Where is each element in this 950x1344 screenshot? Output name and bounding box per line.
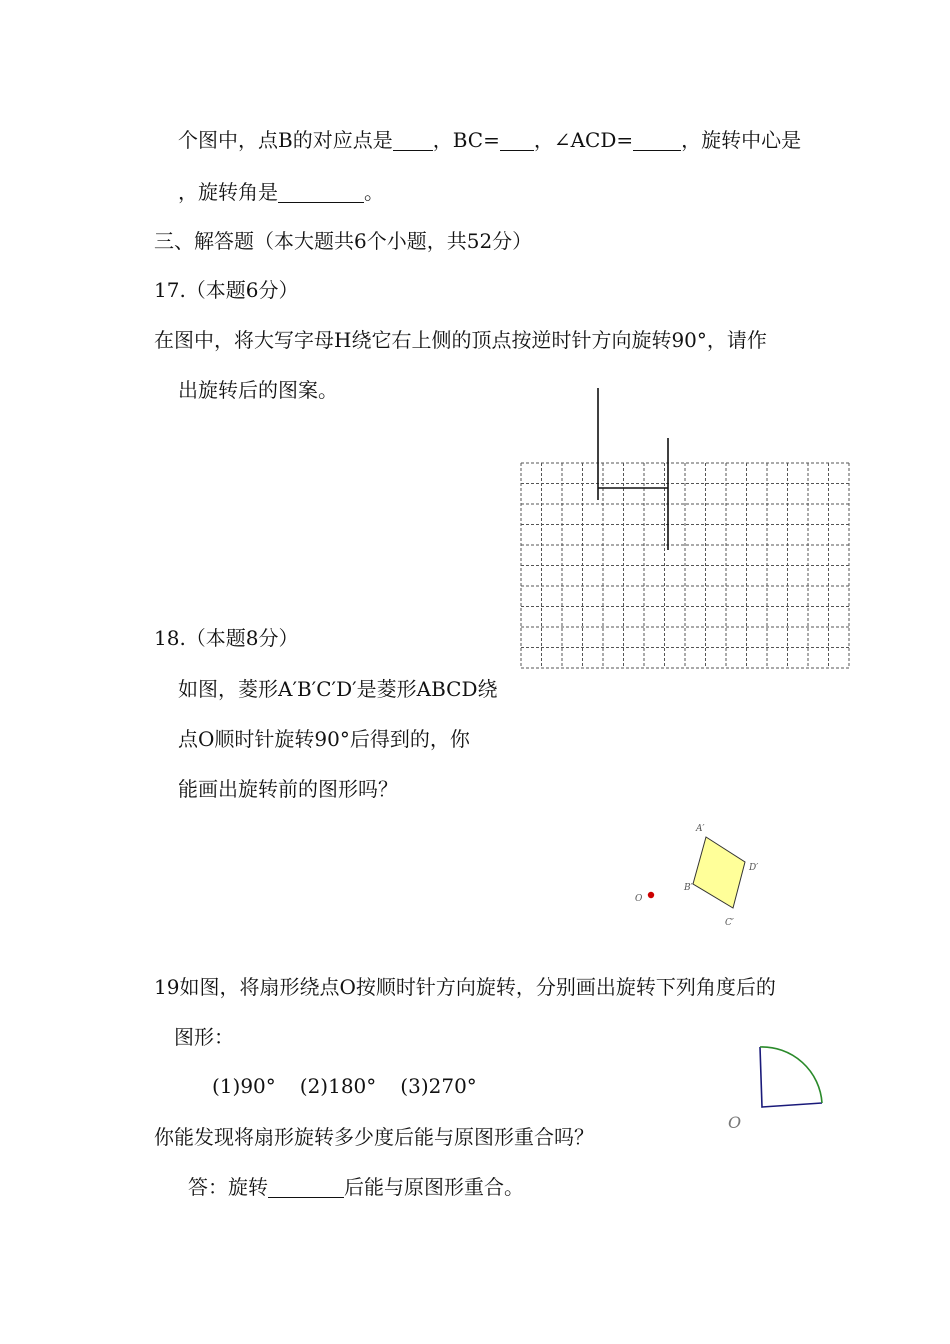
q19-answer: 答：旋转 后能与原图形重合。 <box>188 1175 524 1199</box>
q18-line-3: 能画出旋转前的图形吗？ <box>178 777 398 801</box>
q19-question: 你能发现将扇形旋转多少度后能与原图形重合吗？ <box>154 1125 594 1149</box>
section-heading: 三、解答题（本大题共6个小题，共52分） <box>154 229 533 253</box>
label-d-prime: D′ <box>749 863 759 873</box>
answer-blank[interactable] <box>393 130 433 151</box>
sector-arc <box>760 1047 822 1103</box>
sector-figure <box>720 1040 840 1140</box>
rhombus-a-b-c-d-prime <box>693 837 745 908</box>
q18-line-1: 如图，菱形A′B′C′D′是菱形ABCD绕 <box>178 677 498 701</box>
q18-line-2: 点O顺时针旋转90°后得到的，你 <box>178 727 470 751</box>
label-c-prime: C′ <box>725 918 734 928</box>
label-o: O <box>728 1113 742 1132</box>
q17-line-1: 在图中，将大写字母H绕它右上侧的顶点按逆时针方向旋转90°，请作 <box>154 328 767 352</box>
answer-blank[interactable] <box>500 130 534 151</box>
q19-line-2: 图形： <box>174 1025 234 1049</box>
dashed-grid <box>521 463 849 668</box>
q17-title: 17.（本题6分） <box>154 278 299 302</box>
answer-blank[interactable] <box>278 182 364 203</box>
q18-title: 18.（本题8分） <box>154 626 299 650</box>
label-a-prime: A′ <box>696 824 705 834</box>
q16-line-2: ，旋转角是 。 <box>178 180 384 204</box>
q16-line-1: 个图中，点B的对应点是 ，BC= ，∠ACD= ，旋转中心是 <box>178 128 802 152</box>
q19-angles: (1)90° (2)180° (3)270° <box>212 1074 477 1098</box>
sector-radii <box>760 1047 822 1107</box>
answer-blank[interactable] <box>633 130 681 151</box>
q19-line-1: 19如图，将扇形绕点O按顺时针方向旋转，分别画出旋转下列角度后的 <box>154 975 776 999</box>
grid-figure <box>515 385 860 730</box>
q17-line-2: 出旋转后的图案。 <box>178 378 338 402</box>
label-b-prime: B′ <box>684 883 693 893</box>
answer-blank[interactable] <box>268 1177 344 1198</box>
rhombus-figure <box>625 815 775 935</box>
letter-h <box>598 388 668 550</box>
center-point-o <box>648 892 654 898</box>
label-o: O <box>635 894 643 904</box>
